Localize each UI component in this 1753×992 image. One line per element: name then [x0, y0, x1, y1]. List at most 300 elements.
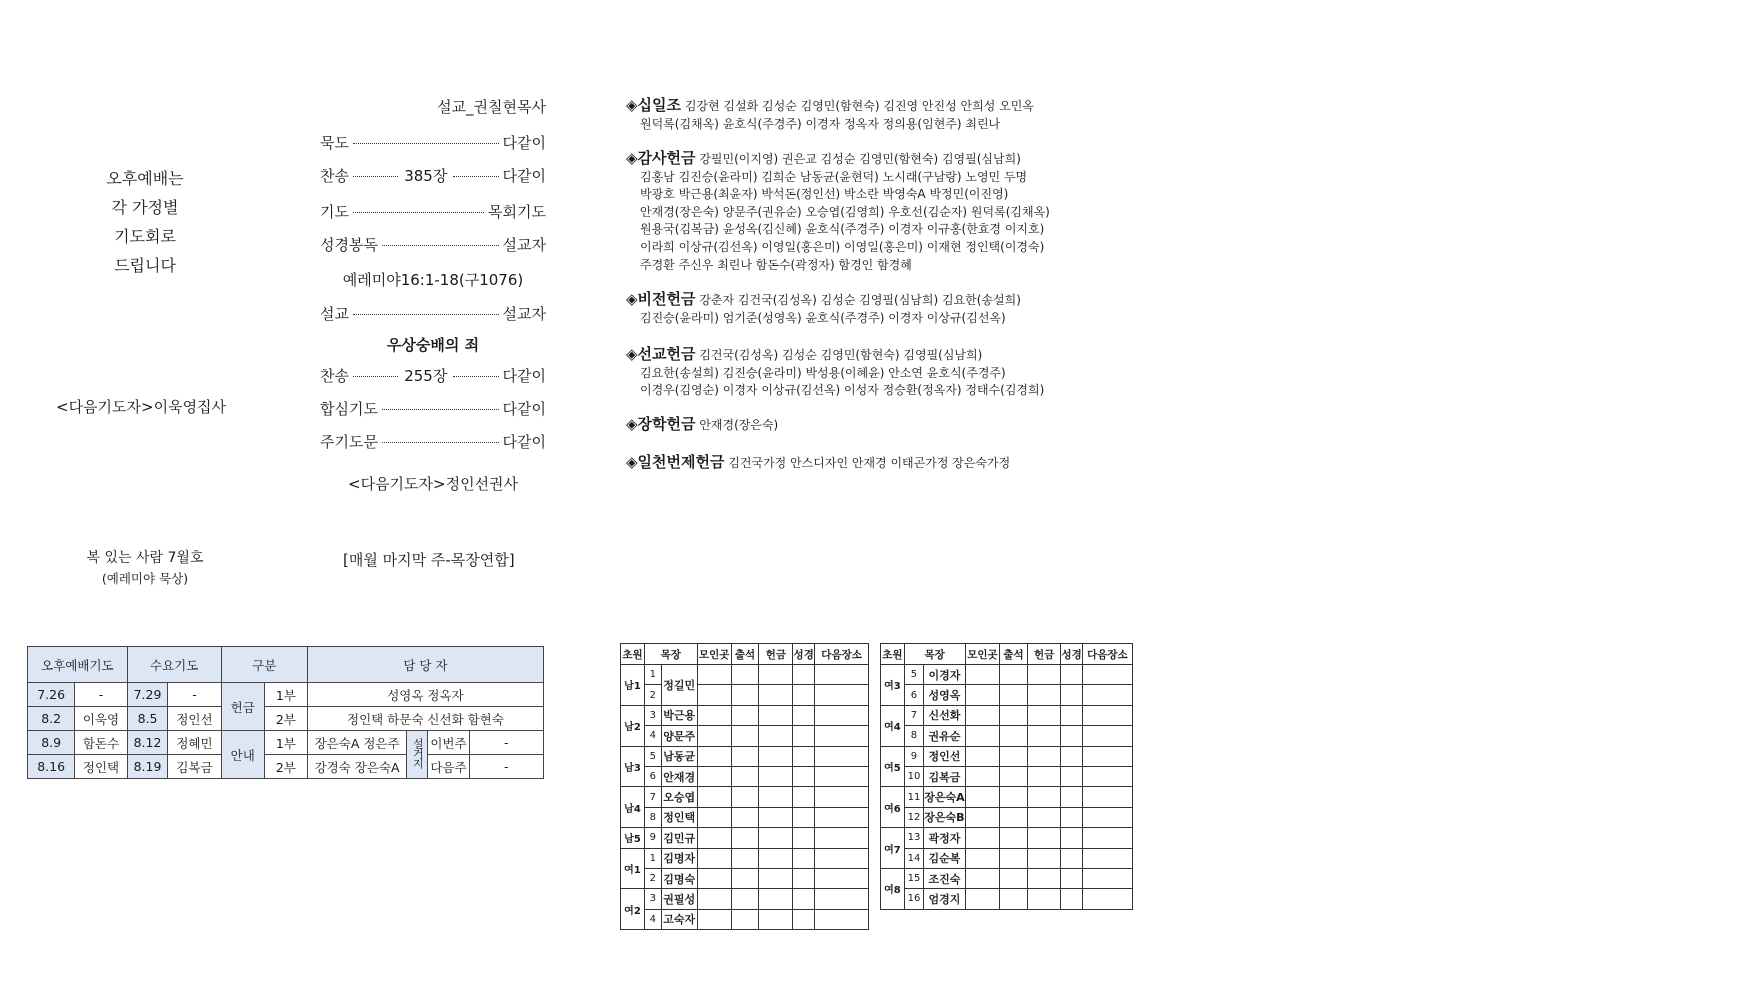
cell-meeting-place	[697, 909, 731, 929]
offering-first-line	[626, 97, 1034, 116]
table-row	[621, 909, 869, 929]
next-prayer-mid: <다음기도자>정인선권사	[348, 475, 519, 493]
cell-next-place	[815, 889, 869, 909]
attendance-header: 헌금	[1027, 644, 1061, 665]
cell-leader-name: 이경자	[924, 665, 965, 685]
attendance-header: 초원	[881, 644, 905, 665]
notice-line: 기도회로	[114, 227, 176, 246]
cell-attendance	[731, 787, 759, 807]
cell-offering	[759, 746, 793, 766]
cell-next-place	[1082, 766, 1132, 786]
attendance-header: 출석	[731, 644, 759, 665]
cell-next-place	[815, 787, 869, 807]
cell-attendance	[1000, 889, 1027, 909]
table-row	[621, 889, 869, 909]
cell-attendance	[731, 766, 759, 786]
leader-dots	[382, 245, 499, 246]
sermon-title: 우상숭배의 죄	[386, 336, 480, 354]
order-item	[320, 234, 546, 255]
table-row	[621, 868, 869, 888]
cell-next-place	[1082, 665, 1132, 685]
cell-meeting-place	[697, 766, 731, 786]
leader-dots	[353, 143, 499, 144]
cell-number: 8	[904, 726, 923, 746]
order-item-label: 주기도문	[320, 433, 378, 451]
cell-offering	[759, 868, 793, 888]
offering-names: 이라희 이상규(김선옥) 이영일(홍은미) 이영일(홍은미) 이재현 정인택(이경숙)	[640, 239, 1045, 254]
part-cell: 1부	[264, 683, 307, 707]
offering-names: 강필민(이지영) 권은교 김성순 김영민(함현숙) 김영필(심남희)	[699, 152, 1021, 166]
guide-label: 안내	[221, 731, 264, 779]
cell-attendance	[731, 889, 759, 909]
cell-offering	[759, 828, 793, 848]
cell-number: 15	[904, 868, 923, 888]
header-in-charge: 담 당 자	[307, 647, 543, 683]
table-row	[881, 787, 1133, 807]
cell-number: 10	[904, 766, 923, 786]
cell-offering	[759, 726, 793, 746]
part-cell: 2부	[264, 707, 307, 731]
cell-bible	[793, 685, 815, 705]
cell-attendance	[1000, 828, 1027, 848]
cell-leader-name: 엄경지	[924, 889, 965, 909]
dish-week-label: 다음주	[428, 755, 469, 779]
offering-first-line	[626, 150, 1050, 169]
date-cell: 8.9	[28, 731, 75, 755]
cell-leader-name: 성영옥	[924, 685, 965, 705]
offering-names: 김강현 김설화 김성순 김영민(함현숙) 김진영 안진성 안희성 오민옥	[684, 99, 1034, 113]
cell-attendance	[1000, 807, 1027, 827]
leader-dots	[353, 212, 484, 213]
cell-meeting-place	[697, 807, 731, 827]
cell-leader-name: 권유순	[924, 726, 965, 746]
cell-next-place	[815, 807, 869, 827]
cell-meeting-place	[965, 828, 1000, 848]
cell-next-place	[1082, 848, 1132, 868]
offering-label: 헌금	[221, 683, 264, 731]
offering-first-line	[626, 416, 778, 435]
grassland-group: 여7	[881, 828, 905, 869]
cell-next-place	[1082, 787, 1132, 807]
offering-heading: ◈선교헌금	[626, 345, 696, 363]
blessed-person-book	[60, 547, 230, 587]
cell-leader-name: 정인택	[661, 807, 697, 827]
table-row	[621, 766, 869, 786]
offering-duty-1: 성영옥 정옥자	[307, 683, 543, 707]
hymn-number: 255장	[404, 367, 448, 385]
leader-dots	[382, 442, 499, 443]
cell-offering	[1027, 889, 1061, 909]
scripture-reference: 예레미야16:1-18(구1076)	[342, 271, 524, 289]
cell-meeting-place	[965, 685, 1000, 705]
cell-next-place	[1082, 889, 1132, 909]
cell-attendance	[1000, 726, 1027, 746]
table-row	[621, 705, 869, 725]
table-row	[621, 787, 869, 807]
cell-next-place	[815, 726, 869, 746]
offering-duty-2: 정인택 하문숙 신선화 함현숙	[307, 707, 543, 731]
offering-names: 김건국가정 안스디자인 안재경 이태곤가정 장은숙가정	[728, 456, 1011, 470]
cell-offering	[759, 787, 793, 807]
cell-meeting-place	[697, 726, 731, 746]
cell-bible	[1061, 828, 1082, 848]
person-cell: 정인선	[168, 707, 221, 731]
cell-attendance	[1000, 705, 1027, 725]
cell-bible	[793, 766, 815, 786]
cell-offering	[759, 685, 793, 705]
offering-heading: ◈십일조	[626, 96, 682, 114]
cell-meeting-place	[965, 868, 1000, 888]
offering-names: 안재경(장은숙) 양문주(권유순) 오승엽(김영희) 우호선(김순자) 원덕록(김채옥)	[640, 204, 1050, 219]
cell-offering	[1027, 868, 1061, 888]
cell-bible	[793, 828, 815, 848]
cell-attendance	[731, 807, 759, 827]
cell-offering	[1027, 665, 1061, 685]
part-cell: 1부	[264, 731, 307, 755]
table-row	[881, 889, 1133, 909]
cell-number: 14	[904, 848, 923, 868]
cell-bible	[1061, 685, 1082, 705]
grassland-group: 남2	[621, 705, 645, 746]
offering-names: 원덕록(김채옥) 윤호식(주경주) 이경자 정옥자 정의용(임현주) 최린나	[640, 116, 1001, 131]
cell-bible	[1061, 848, 1082, 868]
cell-leader-name: 김명숙	[661, 868, 697, 888]
cell-attendance	[1000, 848, 1027, 868]
table-row	[881, 665, 1133, 685]
offering-heading: ◈감사헌금	[626, 149, 696, 167]
offering-first-line	[626, 346, 1044, 365]
cell-number: 6	[904, 685, 923, 705]
cell-offering	[1027, 787, 1061, 807]
cell-next-place	[1082, 726, 1132, 746]
cell-leader-name: 양문주	[661, 726, 697, 746]
next-prayer-left: <다음기도자>이욱영집사	[56, 398, 227, 416]
cell-meeting-place	[965, 807, 1000, 827]
cell-bible	[793, 868, 815, 888]
cell-number: 2	[644, 868, 661, 888]
order-item-leader: 설교자	[502, 305, 546, 323]
dish-week-value: -	[469, 755, 543, 779]
offering-names: 이경우(김영순) 이경자 이상규(김선옥) 이성자 정승환(정옥자) 정태수(김경희)	[640, 383, 1045, 398]
order-item-label: 기도	[320, 203, 349, 221]
attendance-header-row	[621, 644, 869, 665]
cell-bible	[793, 909, 815, 929]
table-row	[881, 868, 1133, 888]
attendance-header: 모인곳	[697, 644, 731, 665]
cell-attendance	[1000, 868, 1027, 888]
cell-leader-name: 신선화	[924, 705, 965, 725]
offering-block	[626, 416, 778, 435]
cell-number: 11	[904, 787, 923, 807]
offering-names: 박광호 박근용(최윤자) 박석돈(정인선) 박소란 박영숙A 박정민(이진영)	[640, 187, 1009, 202]
person-cell: -	[168, 683, 221, 707]
cell-bible	[1061, 807, 1082, 827]
cell-offering	[759, 909, 793, 929]
attendance-header: 성경	[793, 644, 815, 665]
blessed-title: 복 있는 사람 7월호	[86, 550, 204, 566]
cell-next-place	[1082, 705, 1132, 725]
cell-leader-name: 박근용	[661, 705, 697, 725]
leader-dots	[353, 176, 398, 177]
grassland-group: 남3	[621, 746, 645, 787]
cell-next-place	[815, 848, 869, 868]
cell-offering	[759, 766, 793, 786]
leader-dots	[453, 376, 498, 377]
cell-bible	[793, 726, 815, 746]
cell-offering	[1027, 766, 1061, 786]
grassland-group: 남5	[621, 828, 645, 848]
attendance-header: 모인곳	[965, 644, 1000, 665]
attendance-header: 다음장소	[1082, 644, 1132, 665]
cell-number: 16	[904, 889, 923, 909]
cell-next-place	[815, 909, 869, 929]
date-cell: 8.2	[28, 707, 75, 731]
cell-next-place	[815, 868, 869, 888]
table-row	[881, 807, 1133, 827]
order-item-leader: 다같이	[502, 367, 546, 385]
cell-meeting-place	[965, 787, 1000, 807]
cell-leader-name: 오승엽	[661, 787, 697, 807]
attendance-header: 다음장소	[815, 644, 869, 665]
cell-meeting-place	[697, 889, 731, 909]
table-row	[621, 726, 869, 746]
cell-number: 1	[644, 848, 661, 868]
cell-bible	[1061, 787, 1082, 807]
cell-bible	[793, 848, 815, 868]
grassland-group: 여4	[881, 705, 905, 746]
cell-next-place	[815, 665, 869, 685]
cell-meeting-place	[965, 889, 1000, 909]
part-cell: 2부	[264, 755, 307, 779]
cell-offering	[759, 848, 793, 868]
offering-heading: ◈일천번제헌금	[626, 453, 725, 471]
cell-leader-name: 남동균	[661, 746, 697, 766]
cell-meeting-place	[697, 665, 731, 685]
offering-names: 김홍남 김진승(윤라미) 김희순 남동균(윤현덕) 노시래(구남랑) 노영민 두명	[640, 169, 1028, 184]
afternoon-service-notice	[60, 164, 230, 280]
cell-offering	[1027, 848, 1061, 868]
cell-leader-name: 장은숙B	[924, 807, 965, 827]
cell-bible	[793, 807, 815, 827]
cell-bible	[1061, 746, 1082, 766]
cell-number: 3	[644, 705, 661, 725]
offering-first-line	[626, 291, 1021, 310]
cell-leader-name: 조진숙	[924, 868, 965, 888]
header-wednesday-prayer: 수요기도	[127, 647, 221, 683]
offering-heading: ◈장학헌금	[626, 415, 696, 433]
cell-offering	[759, 889, 793, 909]
cell-offering	[1027, 685, 1061, 705]
cell-attendance	[1000, 685, 1027, 705]
cell-number: 6	[644, 766, 661, 786]
order-item-leader: 설교자	[502, 236, 546, 254]
offering-block	[626, 97, 1034, 133]
cell-attendance	[1000, 787, 1027, 807]
cell-bible	[1061, 726, 1082, 746]
person-cell: 정혜민	[168, 731, 221, 755]
cell-offering	[759, 665, 793, 685]
cell-next-place	[1082, 685, 1132, 705]
cell-offering	[1027, 807, 1061, 827]
grassland-group: 여1	[621, 848, 645, 889]
cell-meeting-place	[697, 787, 731, 807]
cell-next-place	[815, 705, 869, 725]
offering-block	[626, 346, 1044, 400]
cell-meeting-place	[697, 685, 731, 705]
cell-attendance	[731, 868, 759, 888]
person-cell: 정인택	[75, 755, 127, 779]
cell-leader-name: 김순복	[924, 848, 965, 868]
date-cell: 8.19	[127, 755, 168, 779]
attendance-header-row	[881, 644, 1133, 665]
cell-leader-name: 김명자	[661, 848, 697, 868]
attendance-header: 성경	[1061, 644, 1082, 665]
cell-meeting-place	[697, 705, 731, 725]
order-item-label: 성경봉독	[320, 236, 378, 254]
table-row	[28, 731, 544, 755]
cell-attendance	[1000, 766, 1027, 786]
offering-names: 안재경(장은숙)	[699, 418, 779, 432]
attendance-header: 목장	[904, 644, 965, 665]
monthly-note: [매월 마지막 주-목장연합]	[343, 551, 515, 569]
cell-number: 7	[644, 787, 661, 807]
notice-line: 드립니다	[114, 256, 176, 275]
cell-next-place	[815, 746, 869, 766]
cell-attendance	[1000, 746, 1027, 766]
cell-leader-name: 곽정자	[924, 828, 965, 848]
order-item	[320, 165, 546, 186]
attendance-header: 출석	[1000, 644, 1027, 665]
grassland-group: 여2	[621, 889, 645, 930]
cell-offering	[759, 807, 793, 827]
order-item	[320, 303, 546, 324]
table-row	[881, 746, 1133, 766]
order-item-leader: 다같이	[502, 400, 546, 418]
grassland-group: 남4	[621, 787, 645, 828]
cell-next-place	[1082, 807, 1132, 827]
cell-meeting-place	[697, 746, 731, 766]
guide-duty-1: 장은숙A 정은주	[307, 731, 406, 755]
attendance-table-left	[620, 643, 869, 930]
cell-number: 9	[904, 746, 923, 766]
order-item-label: 묵도	[320, 134, 349, 152]
cell-leader-name: 안재경	[661, 766, 697, 786]
cell-bible	[793, 787, 815, 807]
cell-number: 4	[644, 726, 661, 746]
date-cell: 8.16	[28, 755, 75, 779]
cell-number: 3	[644, 889, 661, 909]
cell-attendance	[731, 685, 759, 705]
table-row	[28, 683, 544, 707]
cell-next-place	[815, 828, 869, 848]
offering-heading: ◈비전헌금	[626, 290, 696, 308]
order-item	[320, 132, 546, 153]
cell-meeting-place	[965, 726, 1000, 746]
attendance-header: 목장	[644, 644, 697, 665]
grassland-group: 남1	[621, 665, 645, 706]
cell-next-place	[815, 685, 869, 705]
leader-dots	[353, 376, 398, 377]
grassland-group: 여5	[881, 746, 905, 787]
order-item-leader: 다같이	[502, 433, 546, 451]
person-cell: 이욱영	[75, 707, 127, 731]
cell-attendance	[731, 665, 759, 685]
grassland-group: 여3	[881, 665, 905, 706]
cell-attendance	[731, 705, 759, 725]
cell-next-place	[1082, 868, 1132, 888]
cell-offering	[1027, 705, 1061, 725]
cell-leader-name: 김복금	[924, 766, 965, 786]
dish-week-value: -	[469, 731, 543, 755]
dishwashing-label: 설거지	[407, 731, 428, 779]
date-cell: 7.26	[28, 683, 75, 707]
table-row	[621, 685, 869, 705]
cell-offering	[1027, 726, 1061, 746]
table-row	[621, 848, 869, 868]
cell-next-place	[1082, 746, 1132, 766]
offering-names: 김건국(김성옥) 김성순 김영민(함현숙) 김영필(심남희)	[699, 348, 983, 362]
order-item-label: 찬송	[320, 167, 349, 185]
date-cell: 7.29	[127, 683, 168, 707]
table-row	[621, 665, 869, 685]
header-afternoon-prayer: 오후예배기도	[28, 647, 128, 683]
table-row	[28, 707, 544, 731]
header-category: 구분	[221, 647, 307, 683]
offering-block	[626, 454, 1010, 473]
cell-leader-name: 김민규	[661, 828, 697, 848]
table-row	[881, 766, 1133, 786]
order-item-label: 설교	[320, 305, 349, 323]
cell-next-place	[815, 766, 869, 786]
cell-number: 7	[904, 705, 923, 725]
leader-dots	[453, 176, 498, 177]
cell-meeting-place	[965, 705, 1000, 725]
offering-names: 원용국(김복금) 윤성옥(김신혜) 윤호식(주경주) 이경자 이규홍(한효경 이지호)	[640, 222, 1045, 237]
cell-meeting-place	[697, 848, 731, 868]
cell-number: 4	[644, 909, 661, 929]
table-row	[621, 807, 869, 827]
cell-number: 1	[644, 665, 661, 685]
hymn-number: 385장	[404, 167, 448, 185]
cell-leader-name: 장은숙A	[924, 787, 965, 807]
table-row	[621, 828, 869, 848]
date-cell: 8.5	[127, 707, 168, 731]
table-row	[621, 746, 869, 766]
person-cell: -	[75, 683, 127, 707]
order-item-leader: 다같이	[502, 167, 546, 185]
person-cell: 함돈수	[75, 731, 127, 755]
table-row	[881, 726, 1133, 746]
cell-attendance	[731, 726, 759, 746]
cell-number: 8	[644, 807, 661, 827]
cell-bible	[1061, 665, 1082, 685]
cell-bible	[1061, 705, 1082, 725]
cell-attendance	[731, 746, 759, 766]
cell-bible	[793, 889, 815, 909]
order-item	[320, 398, 546, 419]
cell-bible	[1061, 766, 1082, 786]
order-item	[320, 431, 546, 452]
order-item	[320, 365, 546, 386]
cell-offering	[1027, 828, 1061, 848]
grassland-group: 여8	[881, 868, 905, 909]
cell-attendance	[731, 848, 759, 868]
leader-dots	[353, 314, 499, 315]
cell-leader-name: 정길민	[661, 665, 697, 706]
cell-offering	[759, 705, 793, 725]
cell-attendance	[731, 828, 759, 848]
order-item-leader: 다같이	[502, 134, 546, 152]
